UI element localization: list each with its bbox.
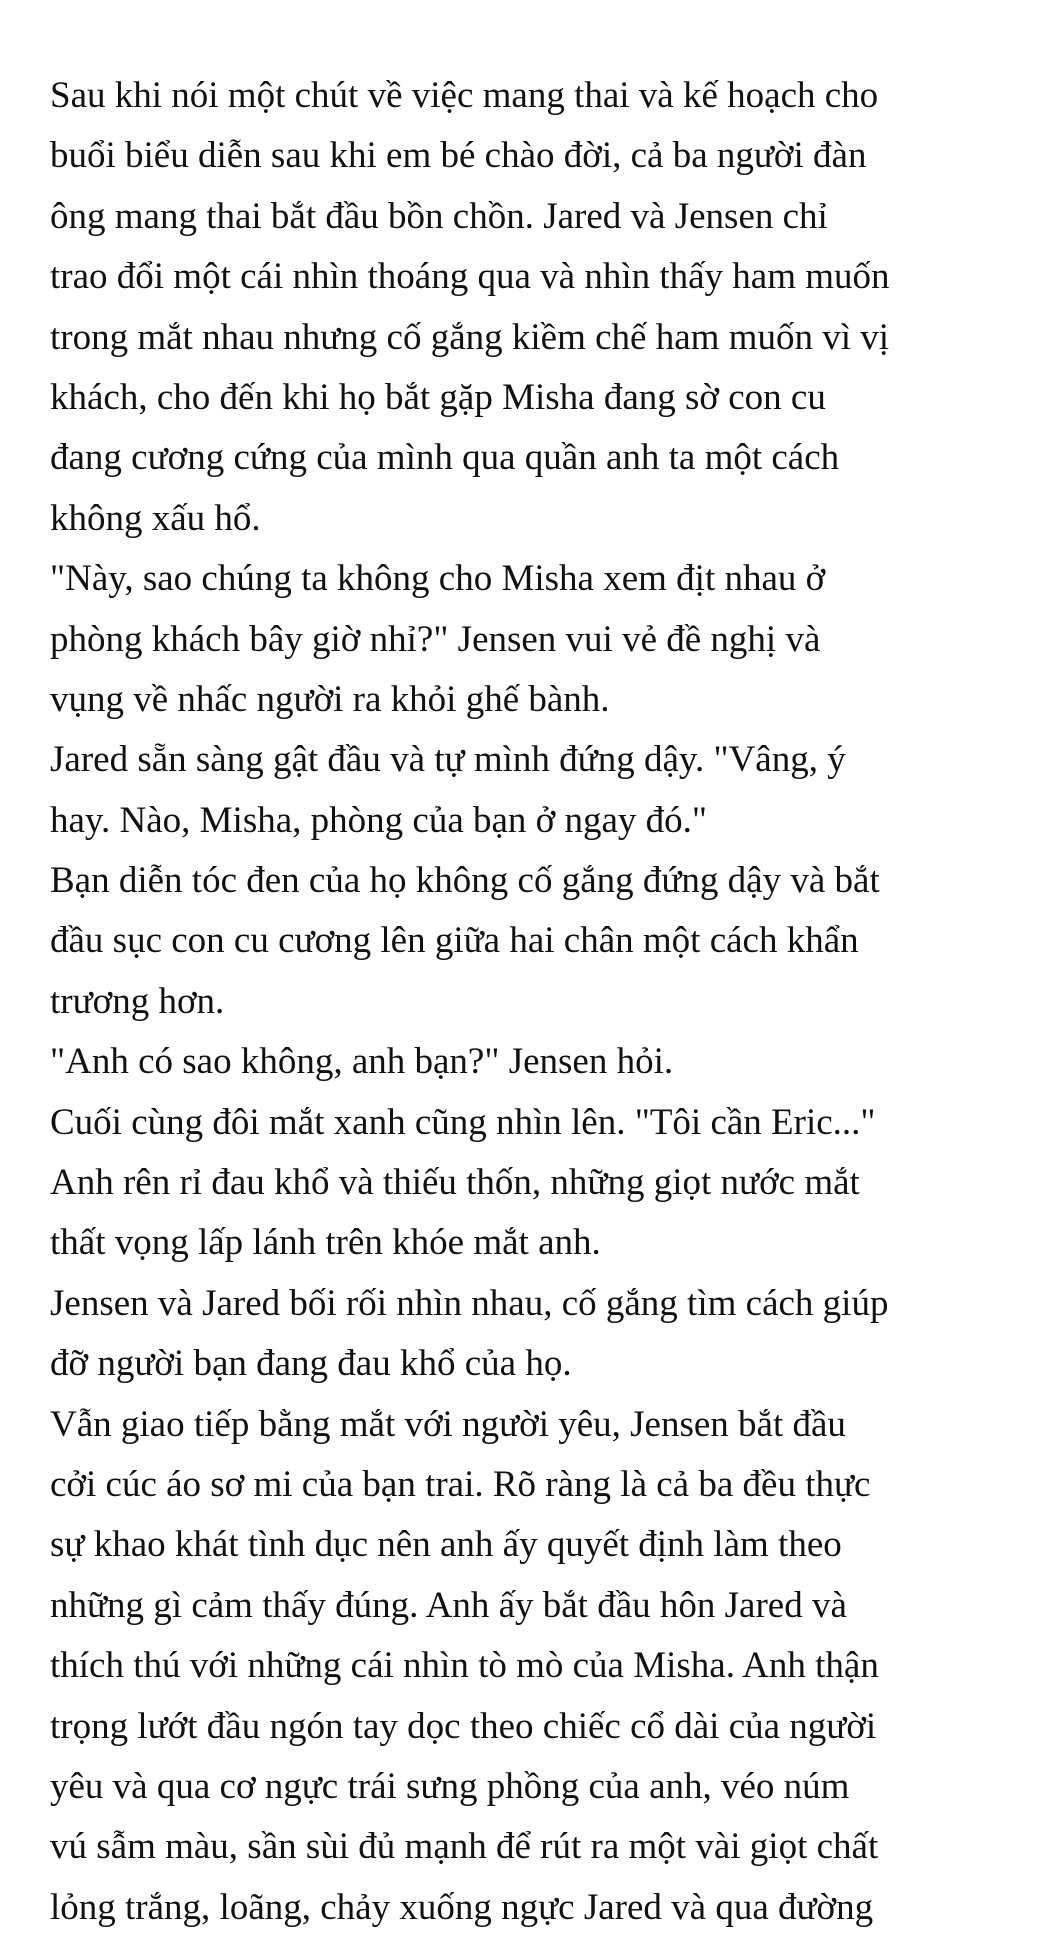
text-line: đầu sục con cu cương lên giữa hai chân một cách khẩn bbox=[50, 920, 859, 962]
text-line: vụng về nhấc người ra khỏi ghế bành. bbox=[50, 678, 610, 720]
text-line: thất vọng lấp lánh trên khóe mắt anh. bbox=[50, 1222, 601, 1264]
text-line: yêu và qua cơ ngực trái sưng phồng của anh, véo núm bbox=[50, 1765, 850, 1807]
text-line: sự khao khát tình dục nên anh ấy quyết định làm theo bbox=[50, 1524, 842, 1566]
text-line: "Này, sao chúng ta không cho Misha xem địt nhau ở bbox=[50, 558, 826, 600]
text-line: buổi biểu diễn sau khi em bé chào đời, cả ba người đàn bbox=[50, 135, 867, 177]
text-line: trương hơn. bbox=[50, 980, 225, 1022]
text-line: hay. Nào, Misha, phòng của bạn ở ngay đó." bbox=[50, 799, 708, 841]
text-line: trọng lướt đầu ngón tay dọc theo chiếc cổ dài của người bbox=[50, 1705, 877, 1747]
text-line: Cuối cùng đôi mắt xanh cũng nhìn lên. "Tôi cần Eric..." bbox=[50, 1101, 876, 1143]
text-line: Sau khi nói một chút về việc mang thai và kế hoạch cho bbox=[50, 75, 879, 116]
text-line: thích thú với những cái nhìn tò mò của Misha. Anh thận bbox=[50, 1645, 879, 1687]
text-line: phòng khách bây giờ nhỉ?" Jensen vui vẻ đề nghị và bbox=[50, 618, 821, 660]
text-line: Vẫn giao tiếp bằng mắt với người yêu, Jensen bắt đầu bbox=[50, 1403, 846, 1445]
text-line: vú sẫm màu, sần sùi đủ mạnh để rút ra một vài giọt chất bbox=[50, 1826, 879, 1868]
text-line: trong mắt nhau nhưng cố gắng kiềm chế ham muốn vì vị bbox=[50, 316, 890, 358]
text-line: "Anh có sao không, anh bạn?" Jensen hỏi. bbox=[50, 1041, 674, 1083]
text-line: Bạn diễn tóc đen của họ không cố gắng đứng dậy và bắt bbox=[50, 860, 880, 902]
text-line: không xấu hổ. bbox=[50, 497, 261, 539]
text-line: ông mang thai bắt đầu bồn chồn. Jared và Jensen chỉ bbox=[50, 195, 828, 237]
text-line: đang cương cứng của mình qua quần anh ta một cách bbox=[50, 437, 840, 479]
text-line: Jared sẵn sàng gật đầu và tự mình đứng dậy. "Vâng, ý bbox=[50, 739, 846, 781]
document-text bbox=[50, 66, 1010, 1938]
text-line: đỡ người bạn đang đau khổ của họ. bbox=[50, 1343, 572, 1385]
text-line: cởi cúc áo sơ mi của bạn trai. Rõ ràng là cả ba đều thực bbox=[50, 1463, 871, 1505]
text-line: Anh rên rỉ đau khổ và thiếu thốn, những giọt nước mắt bbox=[50, 1162, 860, 1204]
text-line: lỏng trắng, loãng, chảy xuống ngực Jared và qua đường bbox=[50, 1886, 874, 1928]
text-line: khách, cho đến khi họ bắt gặp Misha đang sờ con cu bbox=[50, 376, 826, 418]
text-line: trao đổi một cái nhìn thoáng qua và nhìn thấy ham muốn bbox=[50, 256, 890, 298]
text-line: Jensen và Jared bối rối nhìn nhau, cố gắng tìm cách giúp bbox=[50, 1282, 889, 1324]
text-line: những gì cảm thấy đúng. Anh ấy bắt đầu hôn Jared và bbox=[50, 1584, 847, 1626]
